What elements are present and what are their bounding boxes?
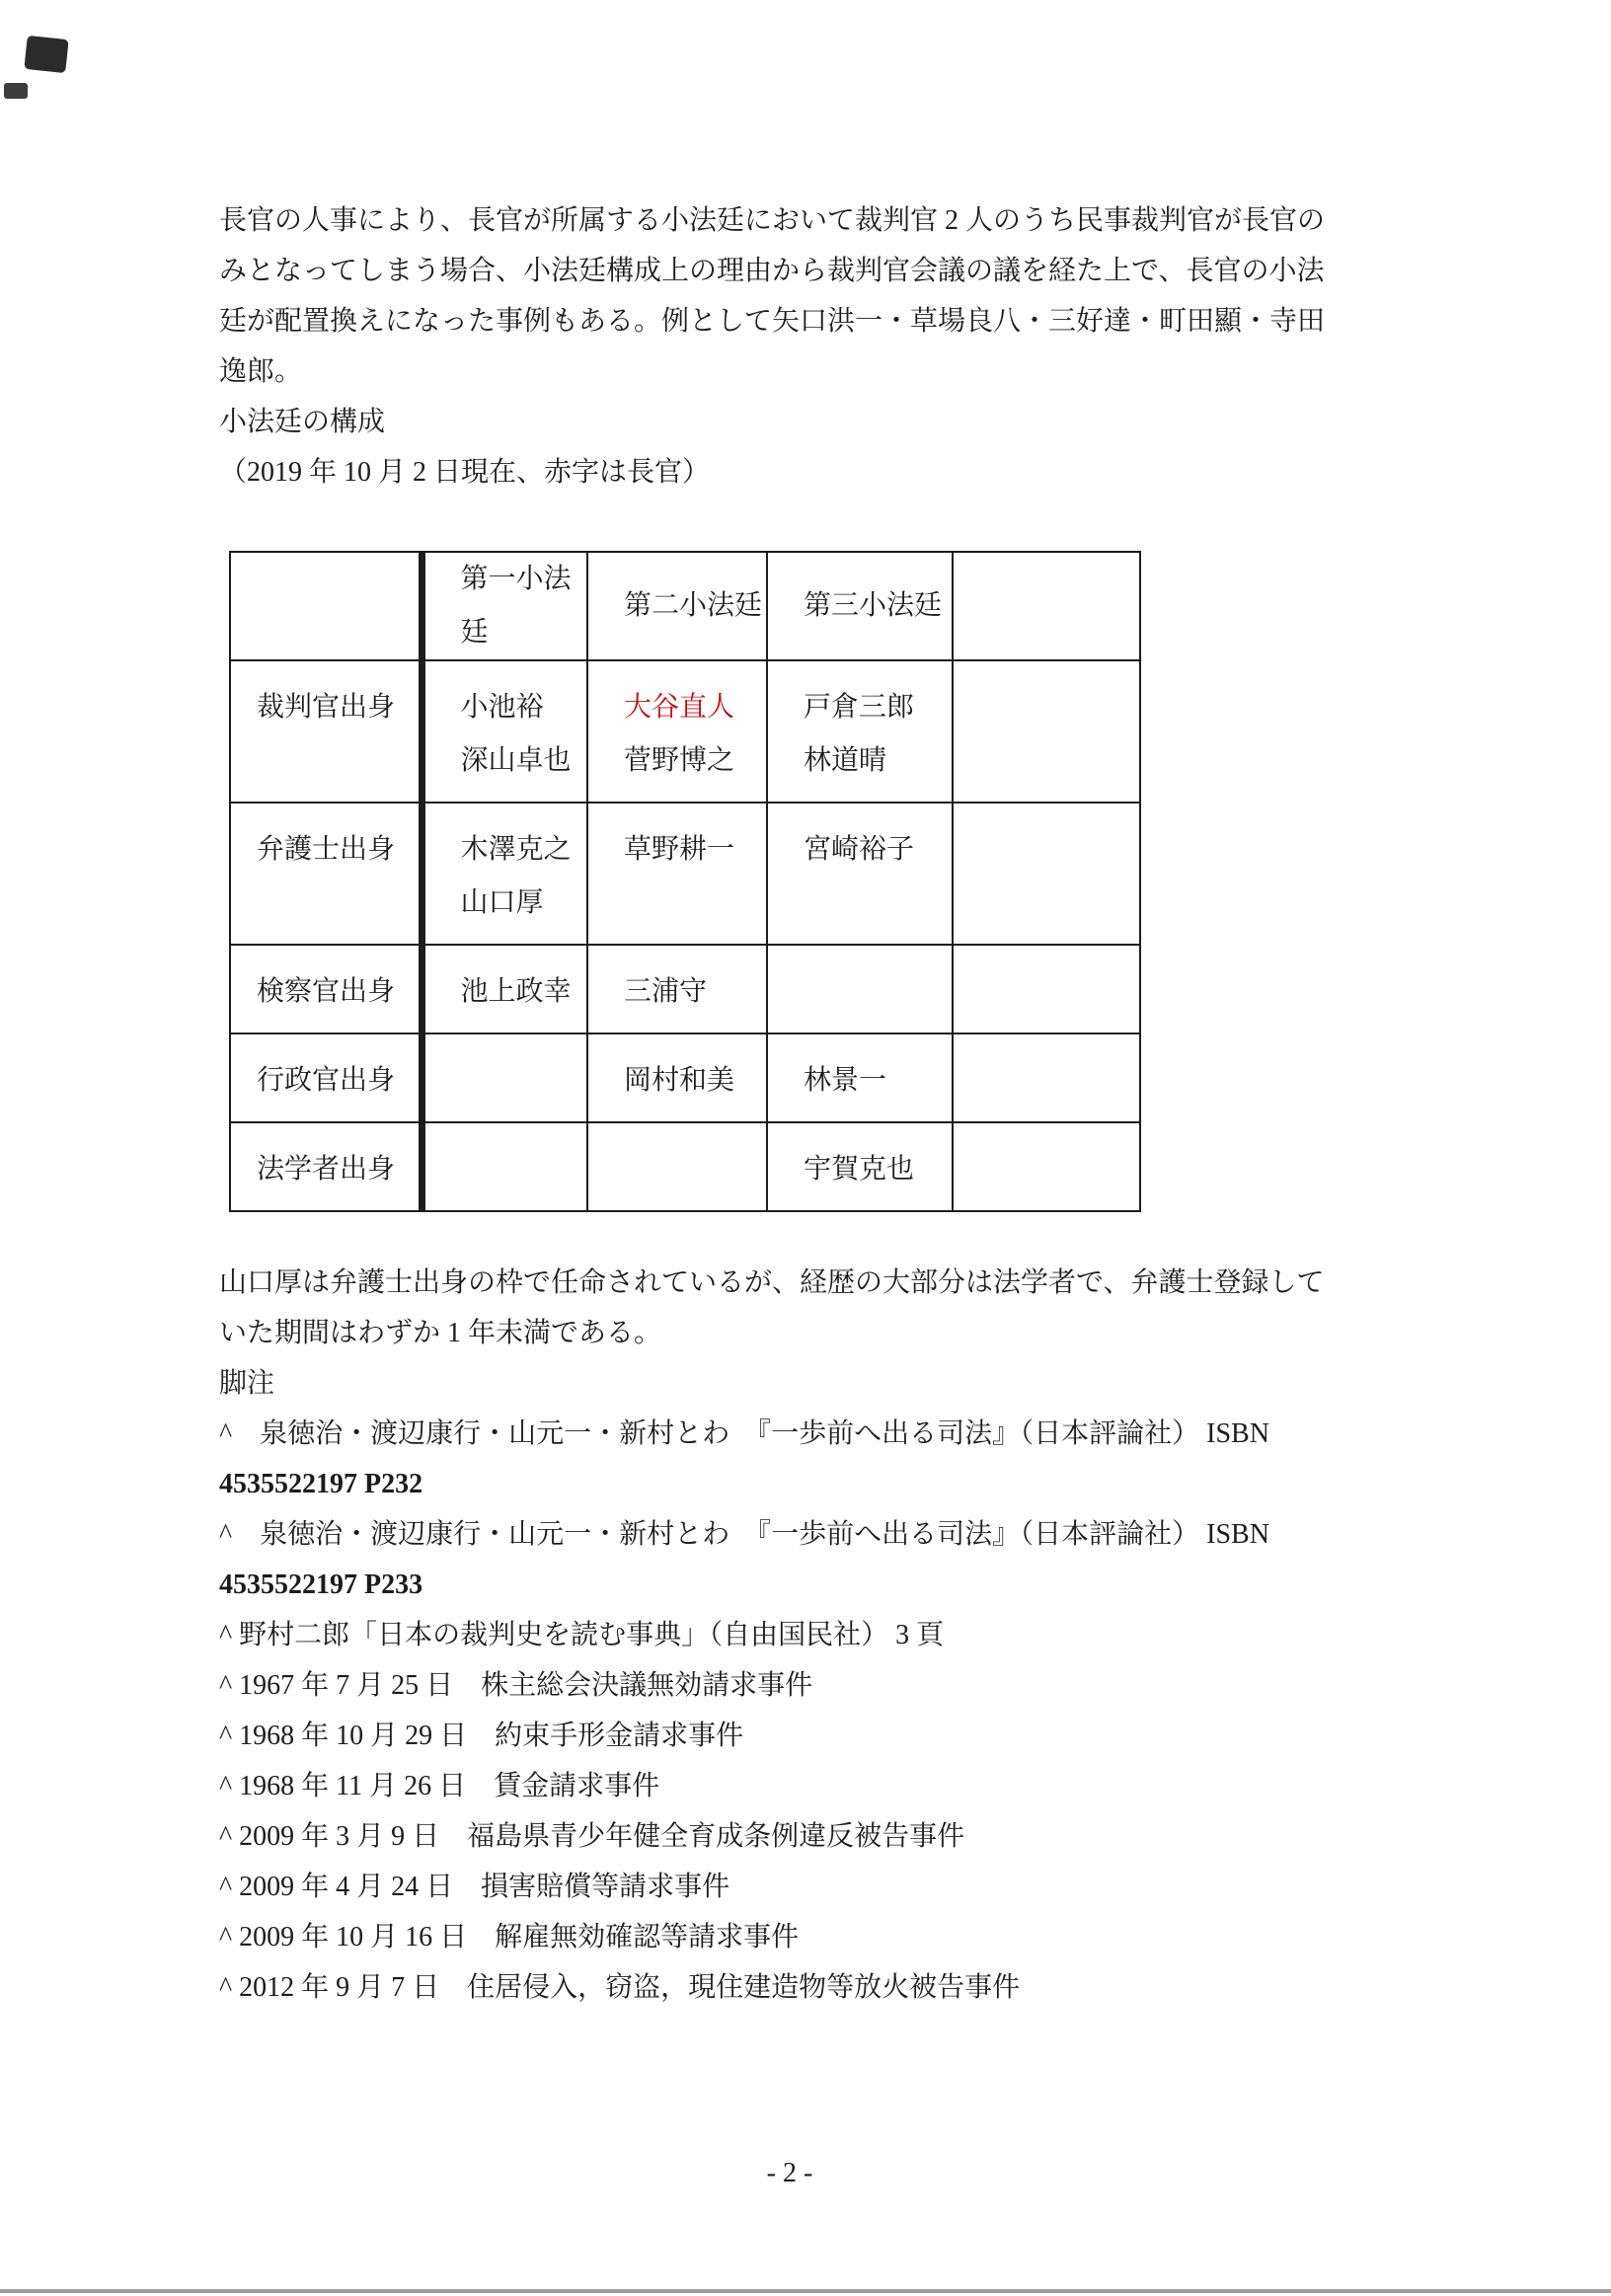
cell-scholars-third xyxy=(767,1122,953,1211)
row-header-judges: 裁判官出身 xyxy=(230,660,422,803)
row-header-prosecutors: 検察官出身 xyxy=(230,945,422,1033)
justice-name: 林道晴 xyxy=(804,745,887,776)
footnote-line-isbn: 4535522197 P232 xyxy=(219,1469,423,1499)
footnote-line: ^ 泉徳治・渡辺康行・山元一・新村とわ 『一歩前へ出る司法』（日本評論社） ISBN xyxy=(219,1418,1269,1449)
justice-name: 三浦守 xyxy=(624,976,708,1007)
footnote-line: ^ 2009 年 10 月 16 日 解雇無効確認等請求事件 xyxy=(219,1922,800,1952)
footnote-line-isbn: 4535522197 P233 xyxy=(219,1569,423,1600)
cell-judges-third xyxy=(767,660,953,803)
table-corner-cell xyxy=(230,552,422,660)
scan-artifact-bottom-edge xyxy=(0,2289,1611,2293)
cell-bureaucrats-empty xyxy=(953,1033,1140,1122)
intro-line-4: 逸郎。 xyxy=(219,356,303,387)
col-header-second-bench: 第二小法廷 xyxy=(587,552,767,660)
cell-attorneys-second xyxy=(587,803,767,945)
cell-prosecutors-second xyxy=(587,945,767,1033)
footnote-line: ^ 野村二郎「日本の裁判史を読む事典」（自由国民社） 3 頁 xyxy=(219,1620,945,1650)
intro-line-2: みとなってしまう場合、小法廷構成上の理由から裁判官会議の議を経た上で、長官の小法 xyxy=(219,256,1325,286)
postscript-line-2: いた期間はわずか 1 年未満である。 xyxy=(219,1318,662,1348)
justice-name: 戸倉三郎 xyxy=(804,692,915,723)
justice-name: 草野耕一 xyxy=(624,834,735,865)
footnotes-title: 脚注 xyxy=(219,1368,275,1399)
col-header-empty xyxy=(953,552,1140,660)
row-header-bureaucrats: 行政官出身 xyxy=(230,1033,422,1122)
section-title: 小法廷の構成 xyxy=(219,407,386,437)
cell-attorneys-third xyxy=(767,803,953,945)
scan-artifact-left-edge xyxy=(4,83,28,99)
cell-prosecutors-first xyxy=(422,945,587,1033)
footnote-line: ^ 1968 年 10 月 29 日 約束手形金請求事件 xyxy=(219,1721,744,1751)
intro-line-1: 長官の人事により、長官が所属する小法廷において裁判官 2 人のうち民事裁判官が長官の xyxy=(219,205,1326,236)
footnote-line: ^ 2009 年 3 月 9 日 福島県青少年健全育成条例違反被告事件 xyxy=(219,1821,965,1852)
col-header-first-bench: 第一小法廷 xyxy=(422,552,587,660)
justice-name: 山口厚 xyxy=(460,887,544,918)
scan-artifact-top-left xyxy=(24,36,68,73)
postscript-line-1: 山口厚は弁護士出身の枠で任命されているが、経歴の大部分は法学者で、弁護士登録して xyxy=(219,1267,1325,1298)
bench-composition-table xyxy=(229,551,1141,1212)
justice-name: 池上政幸 xyxy=(460,976,572,1007)
cell-scholars-empty xyxy=(953,1122,1140,1211)
footnote-line: ^ 1967 年 7 月 25 日 株主総会決議無効請求事件 xyxy=(219,1670,813,1701)
col-header-third-bench: 第三小法廷 xyxy=(767,552,953,660)
justice-name: 深山卓也 xyxy=(460,745,572,776)
footnote-line: ^ 2009 年 4 月 24 日 損害賠償等請求事件 xyxy=(219,1872,730,1902)
row-header-scholars: 法学者出身 xyxy=(230,1122,422,1211)
justice-name: 林景一 xyxy=(804,1065,887,1096)
cell-bureaucrats-second xyxy=(587,1033,767,1122)
chief-justice-name: 大谷直人 xyxy=(624,692,735,723)
page-number: - 2 - xyxy=(766,2158,813,2188)
cell-scholars-first xyxy=(422,1122,587,1211)
cell-attorneys-empty xyxy=(953,803,1140,945)
postscript-block xyxy=(219,1258,1414,2013)
cell-bureaucrats-third xyxy=(767,1033,953,1122)
cell-attorneys-first xyxy=(422,803,587,945)
footnote-line: ^ 1968 年 11 月 26 日 賃金請求事件 xyxy=(219,1771,660,1801)
cell-judges-first xyxy=(422,660,587,803)
justice-name: 木澤克之 xyxy=(460,834,572,865)
document-body xyxy=(219,195,1414,2013)
cell-scholars-second xyxy=(587,1122,767,1211)
cell-prosecutors-empty xyxy=(953,945,1140,1033)
justice-name: 宇賀克也 xyxy=(804,1154,915,1185)
justice-name: 岡村和美 xyxy=(624,1065,735,1096)
justice-name: 菅野博之 xyxy=(624,745,735,776)
footnote-line: ^ 泉徳治・渡辺康行・山元一・新村とわ 『一歩前へ出る司法』（日本評論社） ISBN xyxy=(219,1519,1269,1550)
intro-line-3: 廷が配置換えになった事例もある。例として矢口洪一・草場良八・三好達・町田顯・寺田 xyxy=(219,306,1326,337)
footnote-line: ^ 2012 年 9 月 7 日 住居侵入，窃盗，現住建造物等放火被告事件 xyxy=(219,1972,1021,2003)
justice-name: 小池裕 xyxy=(460,692,544,723)
row-header-attorneys: 弁護士出身 xyxy=(230,803,422,945)
cell-prosecutors-third xyxy=(767,945,953,1033)
justice-name: 宮崎裕子 xyxy=(804,834,915,865)
cell-judges-empty xyxy=(953,660,1140,803)
section-note: （2019 年 10 月 2 日現在、赤字は長官） xyxy=(219,457,711,488)
cell-judges-second xyxy=(587,660,767,803)
cell-bureaucrats-first xyxy=(422,1033,587,1122)
